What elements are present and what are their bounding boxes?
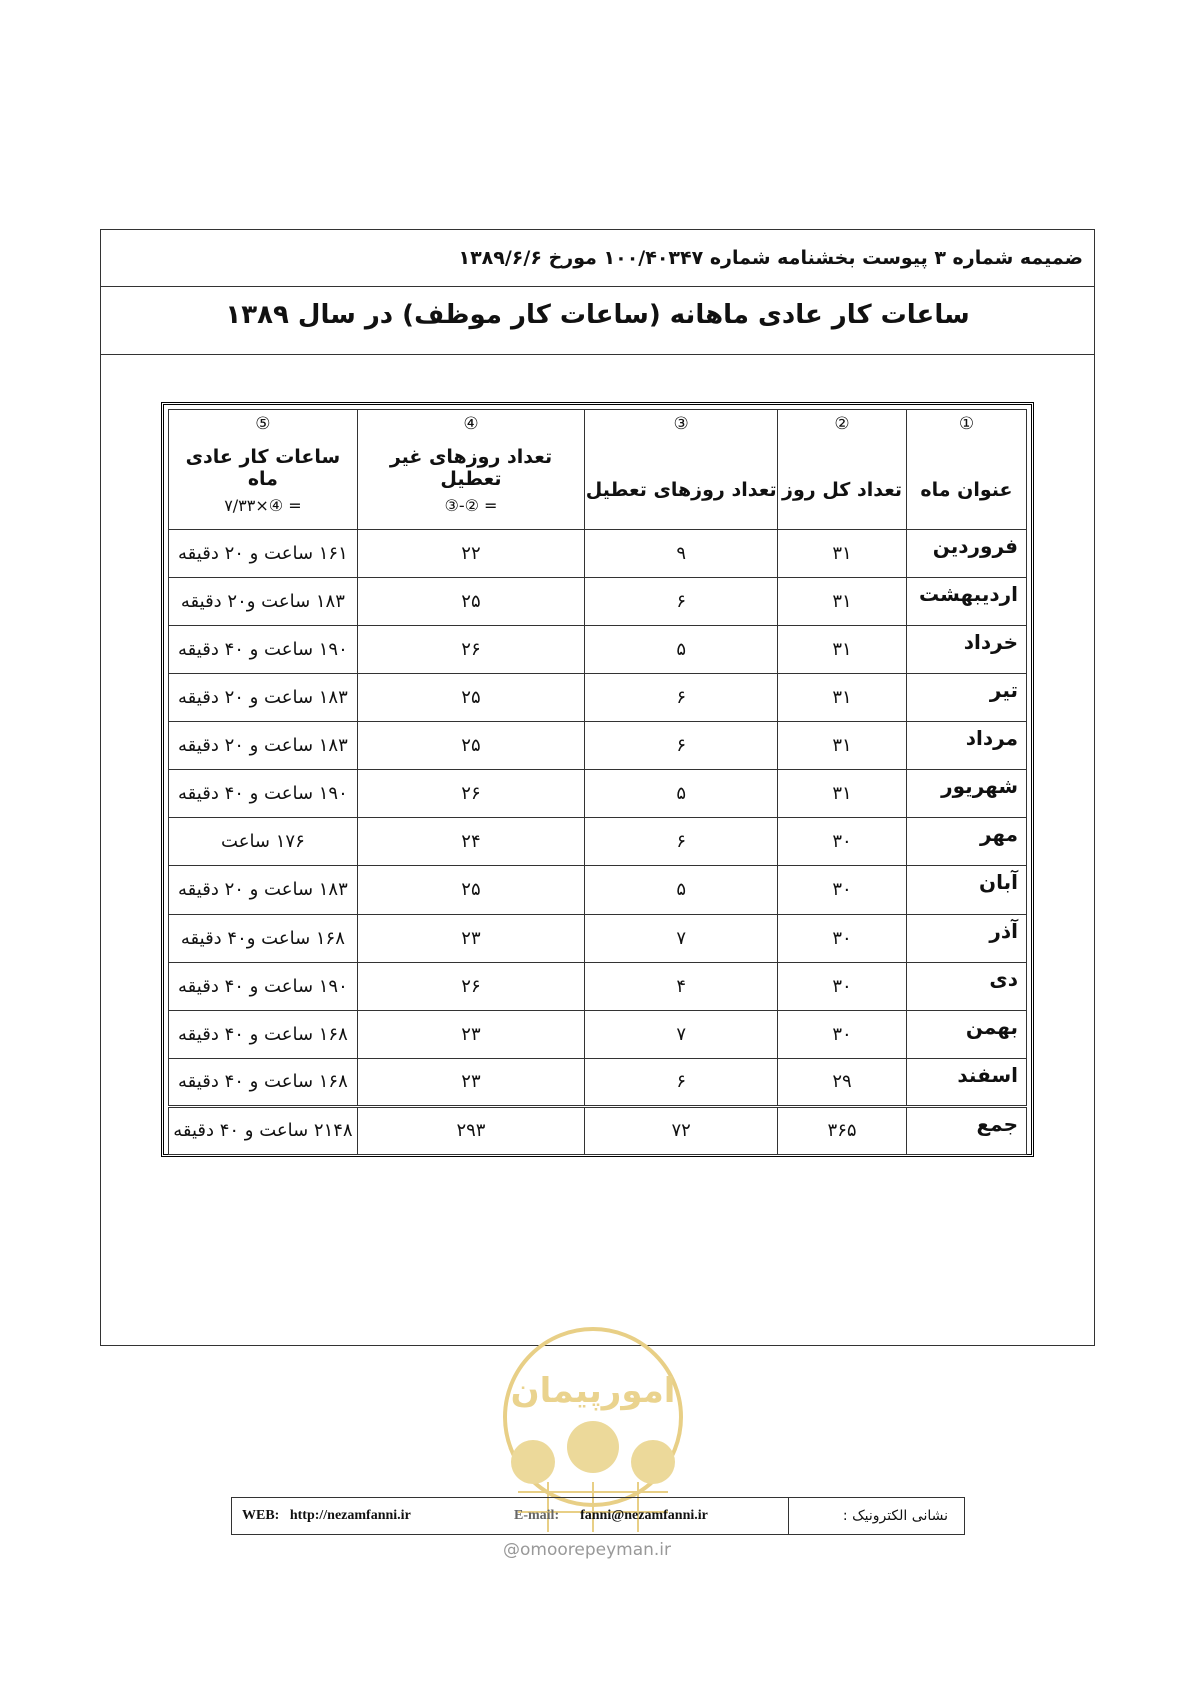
table-row <box>169 626 1027 674</box>
column-header-working-days: ④ تعداد روزهای غیر تعطیل = ②-③ <box>357 410 584 530</box>
working-hours-cell: ۱۹۰ ساعت و ۴۰ دقیقه <box>169 626 358 674</box>
working-days-cell: ۲۵ <box>357 866 584 914</box>
working-hours-cell: ۱۶۱ ساعت و ۲۰ دقیقه <box>169 530 358 578</box>
table-row <box>169 818 1027 866</box>
table-row <box>169 914 1027 962</box>
month-cell: اسفند <box>906 1058 1026 1106</box>
total-days-cell: ۳۱ <box>778 674 907 722</box>
working-days-cell: ۲۲ <box>357 530 584 578</box>
column-header-month: ① عنوان ماه <box>906 410 1026 530</box>
holidays-cell: ۹ <box>585 530 778 578</box>
working-hours-cell: ۱۶۸ ساعت و ۴۰ دقیقه <box>169 1058 358 1106</box>
month-cell: اردیبهشت <box>906 578 1026 626</box>
table-row <box>169 674 1027 722</box>
working-hours-cell: ۱۸۳ ساعت و ۲۰ دقیقه <box>169 674 358 722</box>
working-hours-cell: ۱۶۸ ساعت و۴۰ دقیقه <box>169 914 358 962</box>
month-cell: تیر <box>906 674 1026 722</box>
holidays-cell: ۷ <box>585 914 778 962</box>
table-row <box>169 1058 1027 1106</box>
total-days-cell: ۳۱ <box>778 530 907 578</box>
table-row <box>169 1010 1027 1058</box>
total-days-cell: ۳۰ <box>778 1010 907 1058</box>
footer-divider <box>788 1498 789 1534</box>
working-days-cell: ۲۵ <box>357 578 584 626</box>
month-cell: جمع <box>906 1106 1026 1154</box>
column-header-total-days: ② تعداد کل روز <box>778 410 907 530</box>
table-row <box>169 530 1027 578</box>
month-cell: مهر <box>906 818 1026 866</box>
holidays-cell: ۶ <box>585 722 778 770</box>
month-cell: آبان <box>906 866 1026 914</box>
working-days-cell: ۲۵ <box>357 722 584 770</box>
stamp-gears <box>511 1421 675 1484</box>
total-days-cell: ۳۱ <box>778 578 907 626</box>
footer-email: E-mail: fanni@nezamfanni.ir <box>514 1508 708 1523</box>
footer-contact-box <box>231 1497 965 1535</box>
table-total-row <box>169 1106 1027 1154</box>
total-days-cell: ۳۰ <box>778 962 907 1010</box>
footer-web: WEB: http://nezamfanni.ir <box>242 1508 411 1523</box>
month-cell: شهریور <box>906 770 1026 818</box>
total-days-cell: ۳۱ <box>778 770 907 818</box>
holidays-cell: ۵ <box>585 626 778 674</box>
table-row <box>169 866 1027 914</box>
document-title: ساعات کار عادی ماهانه (ساعات کار موظف) در سال ۱۳۸۹ <box>100 287 1095 355</box>
working-days-cell: ۲۳ <box>357 914 584 962</box>
column-header-working-hours: ⑤ ساعات کار عادی ماه = ④×۷/۳۳ <box>169 410 358 530</box>
web-link[interactable]: http://nezamfanni.ir <box>289 1508 411 1523</box>
working-days-cell: ۲۹۳ <box>357 1106 584 1154</box>
holidays-cell: ۶ <box>585 818 778 866</box>
holidays-cell: ۶ <box>585 674 778 722</box>
total-days-cell: ۳۶۵ <box>778 1106 907 1154</box>
table-row <box>169 578 1027 626</box>
hours-table-wrapper <box>161 402 1034 1157</box>
holidays-cell: ۷ <box>585 1010 778 1058</box>
table-row <box>169 962 1027 1010</box>
working-hours-cell: ۱۸۳ ساعت و ۲۰ دقیقه <box>169 722 358 770</box>
holidays-cell: ۶ <box>585 1058 778 1106</box>
working-days-cell: ۲۶ <box>357 626 584 674</box>
working-days-cell: ۲۶ <box>357 770 584 818</box>
working-days-cell: ۲۶ <box>357 962 584 1010</box>
watermark: @omoorepeyman.ir <box>503 1540 672 1560</box>
holidays-cell: ۵ <box>585 866 778 914</box>
total-days-cell: ۲۹ <box>778 1058 907 1106</box>
month-cell: مرداد <box>906 722 1026 770</box>
working-hours-cell: ۱۹۰ ساعت و ۴۰ دقیقه <box>169 770 358 818</box>
total-days-cell: ۳۰ <box>778 866 907 914</box>
month-cell: بهمن <box>906 1010 1026 1058</box>
holidays-cell: ۶ <box>585 578 778 626</box>
working-hours-cell: ۱۹۰ ساعت و ۴۰ دقیقه <box>169 962 358 1010</box>
working-hours-cell: ۱۸۳ ساعت و ۲۰ دقیقه <box>169 866 358 914</box>
total-days-cell: ۳۱ <box>778 626 907 674</box>
month-cell: فروردین <box>906 530 1026 578</box>
month-cell: دی <box>906 962 1026 1010</box>
working-days-cell: ۲۳ <box>357 1058 584 1106</box>
holidays-cell: ۴ <box>585 962 778 1010</box>
attachment-header: ضمیمه شماره ۳ پیوست بخشنامه شماره ۱۰۰/۴۰۳۴۷ مورخ ۱۳۸۹/۶/۶ <box>100 229 1095 287</box>
working-hours-cell: ۱۷۶ ساعت <box>169 818 358 866</box>
stamp-text: امورپیمان <box>510 1371 676 1411</box>
hours-table <box>168 409 1027 1155</box>
holidays-cell: ۵ <box>585 770 778 818</box>
working-days-cell: ۲۳ <box>357 1010 584 1058</box>
month-cell: خرداد <box>906 626 1026 674</box>
footer-label: نشانی الکترونیک : <box>842 1508 948 1524</box>
working-hours-cell: ۱۶۸ ساعت و ۴۰ دقیقه <box>169 1010 358 1058</box>
total-days-cell: ۳۱ <box>778 722 907 770</box>
column-header-holidays: ③ تعداد روزهای تعطیل <box>585 410 778 530</box>
table-row <box>169 722 1027 770</box>
month-cell: آذر <box>906 914 1026 962</box>
working-hours-cell: ۱۸۳ ساعت و۲۰ دقیقه <box>169 578 358 626</box>
total-days-cell: ۳۰ <box>778 914 907 962</box>
table-row <box>169 770 1027 818</box>
email-link[interactable]: fanni@nezamfanni.ir <box>580 1508 708 1523</box>
working-days-cell: ۲۵ <box>357 674 584 722</box>
table-header-row <box>169 410 1027 530</box>
working-hours-cell: ۲۱۴۸ ساعت و ۴۰ دقیقه <box>169 1106 358 1154</box>
total-days-cell: ۳۰ <box>778 818 907 866</box>
working-days-cell: ۲۴ <box>357 818 584 866</box>
holidays-cell: ۷۲ <box>585 1106 778 1154</box>
